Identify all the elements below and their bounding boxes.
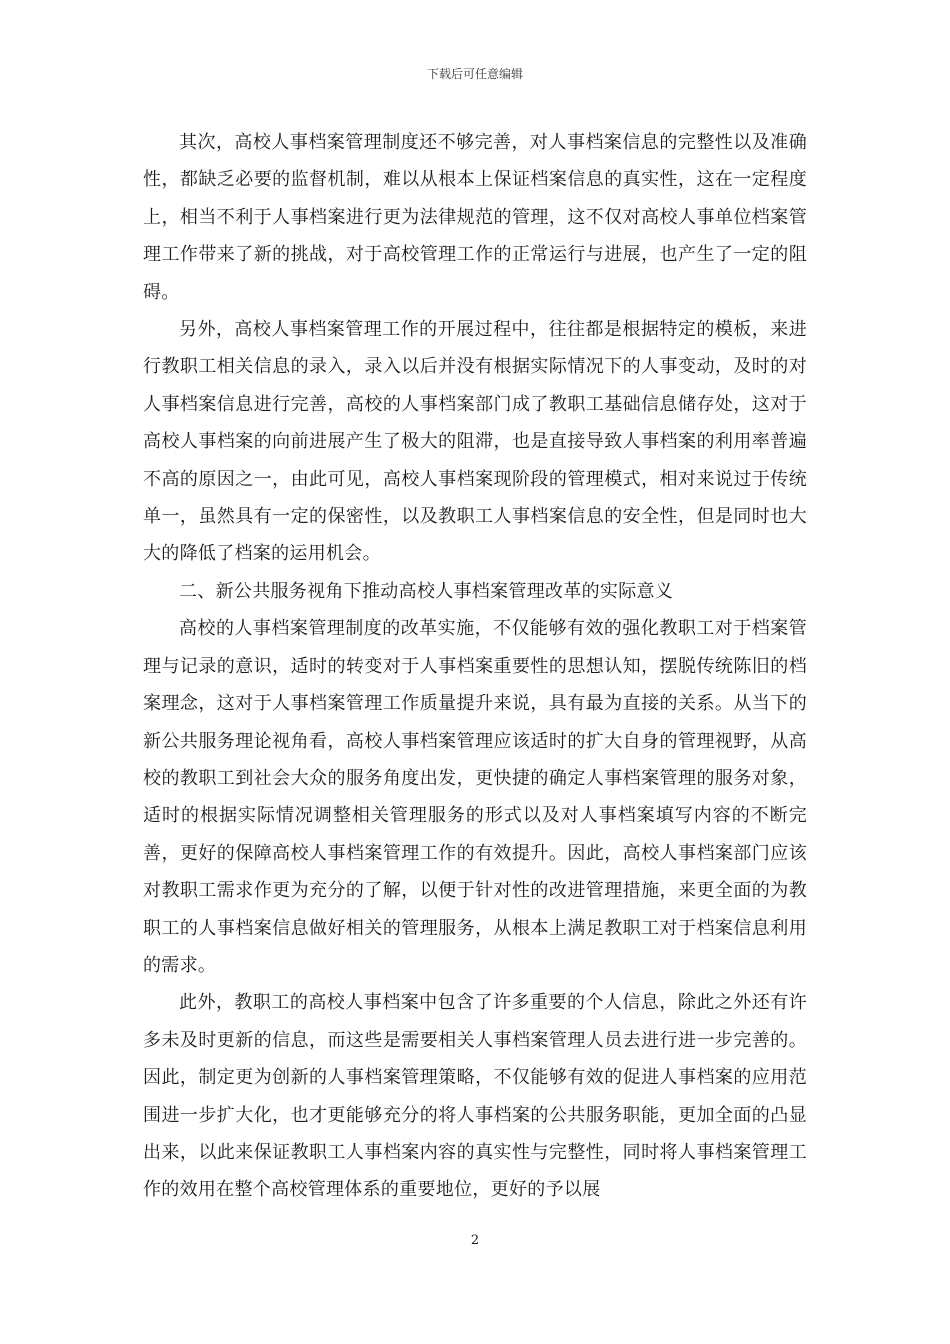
- paragraph: 高校的人事档案管理制度的改革实施，不仅能够有效的强化教职工对于档案管理与记录的意识，适时的转变对于人事档案重要性的思想认知，摆脱传统陈旧的档案理念，这对于人事档案管理工作质量提升来说，具有最为直接的关系。从当下的新公共服务理论视角看，高校人事档案管理应该适时的扩大自身的管理视野，从高校的教职工到社会大众的服务角度出发，更快捷的确定人事档案管理的服务对象，适时的根据实际情况调整相关管理服务的形式以及对人事档案填写内容的不断完善，更好的保障高校人事档案管理工作的有效提升。因此，高校人事档案部门应该对教职工需求作更为充分的了解，以便于针对性的改进管理措施，来更全面的为教职工的人事档案信息做好相关的管理服务，从根本上满足教职工对于档案信息利用的需求。: [143, 618, 807, 976]
- page-header: 下载后可任意编辑: [426, 67, 523, 81]
- paragraph: 此外，教职工的高校人事档案中包含了许多重要的个人信息，除此之外还有许多未及时更新的信息，而这些是需要相关人事档案管理人员去进行进一步完善的。因此，制定更为创新的人事档案管理策略，不仅能够有效的促进人事档案的应用范围进一步扩大化，也才更能够充分的将人事档案的公共服务职能，更加全面的凸显出来，以此来保证教职工人事档案内容的真实性与完整性，同时将人事档案管理工作的效用在整个高校管理体系的重要地位，更好的予以展: [143, 992, 807, 1201]
- section-heading: 二、新公共服务视角下推动高校人事档案管理改革的实际意义: [179, 580, 674, 602]
- paragraph: 另外，高校人事档案管理工作的开展过程中，往往都是根据特定的模板，来进行教职工相关信息的录入，录入以后并没有根据实际情况下的人事变动，及时的对人事档案信息进行完善，高校的人事档案部门成了教职工基础信息储存处，这对于高校人事档案的向前进展产生了极大的阻滞，也是直接导致人事档案的利用率普遍不高的原因之一，由此可见，高校人事档案现阶段的管理模式，相对来说过于传统单一，虽然具有一定的保密性，以及教职工人事档案信息的安全性，但是同时也大大的降低了档案的运用机会。: [143, 319, 807, 565]
- document-body: [143, 124, 807, 1209]
- page-number: 2: [470, 1233, 480, 1248]
- paragraph: 其次，高校人事档案管理制度还不够完善，对人事档案信息的完整性以及准确性，都缺乏必要的监督机制，难以从根本上保证档案信息的真实性，这在一定程度上，相当不利于人事档案进行更为法律规范的管理，这不仅对高校人事单位档案管理工作带来了新的挑战，对于高校管理工作的正常运行与进展，也产生了一定的阻碍。: [143, 132, 807, 303]
